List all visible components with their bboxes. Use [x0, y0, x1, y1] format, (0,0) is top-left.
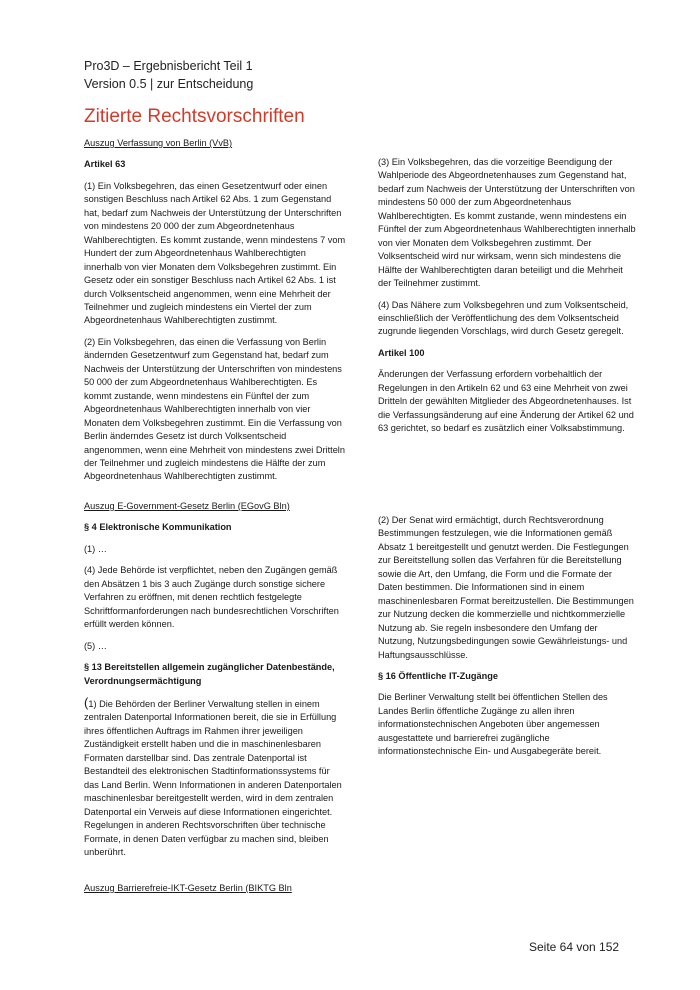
article-100-paragraph: Änderungen der Verfassung erfordern vorbehaltlich der Regelungen in den Artikeln 62 und 63 eine Mehrheit von zwei Dritteln der gewählten Mitglieder des Abgeordnetenhauses. Ist die Verfassungsänderung auf eine Änderung der Artikel 62 und 63 gerichtet, so bedarf es zusätzlich einer Volksabstimmung. — [378, 369, 634, 434]
source-egovg: Auszug E-Government-Gesetz Berlin (EGovG Bln) — [84, 501, 290, 511]
section-16-paragraph: Die Berliner Verwaltung stellt bei öffentlichen Stellen des Landes Berlin öffentliche Zugänge zu allen ihren informationstechnischen Angeboten über angemessen ausgestattete und barrierefrei zugängliche informationstechnische Ein- und Ausgabegeräte bereit. — [378, 692, 608, 757]
source-vvb: Auszug Verfassung von Berlin (VvB) — [84, 138, 233, 148]
article-63-paragraph-1: (1) Ein Volksbegehren, das einen Gesetzentwurf oder einen sonstigen Beschluss nach Artikel 62 Abs. 1 zum Gegenstand hat, bedarf zum Nachweis der Unterstützung der Unterschriften von mindestens 20 000 der zum Abgeordnetenhaus Wahlberechtigten. Es kommt zustande, wenn mindestens 7 vom Hundert der zum Abgeordnetenhaus Wahlberechtigten innerhalb von vier Monaten dem Volksbegehren zustimmt. Ein Gesetz oder ein sonstiger Beschluss nach Artikel 62 Abs. 1 ist durch Volksentscheid angenommen, wenn eine Mehrheit der Teilnehmer und zugleich mindestens ein Viertel der zum Abgeordnetenhaus Wahlberechtigten zustimmt. — [84, 180, 346, 326]
section-title: Zitierte Rechtsvorschriften — [84, 106, 305, 127]
section-4-paragraph-4: (4) Jede Behörde ist verpflichtet, neben den Zugängen gemäß den Absätzen 1 bis 3 auch Zugänge durch sonstige sichere Verfahren zu eröffnen, mit denen rechtlich festgelegte Schriftformanforderungen nach bundesrechtlichen Vorschriften erfüllt werden können. — [84, 565, 339, 630]
article-63-paragraph-3: (3) Ein Volksbegehren, das die vorzeitige Beendigung der Wahlperiode des Abgeordnetenhauses zum Gegenstand hat, bedarf zum Nachweis der Unterstützung der Unterschriften von mindestens 50 000 der zum Abgeordnetenhaus Wahlberechtigten. Es kommt zustande, wenn mindestens ein Fünftel der zum Abgeordnetenhaus Wahlberechtigten innerhalb von vier Monaten dem Volksbegehren zustimmt. Der Volksentscheid wird nur wirksam, wenn sich mindestens die Hälfte der Wahlberechtigten daran beteiligt und die Mehrheit der Teilnehmer zustimmt. — [378, 157, 636, 289]
article-63-paragraph-2: (2) Ein Volksbegehren, das einen die Verfassung von Berlin ändernden Gesetzentwurf zum Gegenstand hat, bedarf zum Nachweis der Unterstützung der Unterschriften von mindestens 50 000 der zum Abgeordnetenhaus Wahlberechtigten. Es kommt zustande, wenn mindestens ein Fünftel der zum Abgeordnetenhaus Wahlberechtigten innerhalb von vier Monaten dem Volksbegehren zustimmt. Ein die Verfassung von Berlin änderndes Gesetz ist durch Volksentscheid angenommen, wenn eine Mehrheit von mindestens zwei Dritteln der Teilnehmer und zugleich mindestens die Hälfte der zum Abgeordnetenhaus Wahlberechtigten zustimmt. — [84, 336, 345, 482]
page-number: Seite 64 von 152 — [529, 940, 620, 954]
left-column-egovg — [84, 500, 346, 867]
section-4-heading: § 4 Elektronische Kommunikation — [84, 522, 232, 533]
section-13-paragraph-1 — [84, 696, 346, 859]
left-column-vvb — [84, 137, 346, 492]
right-column-egovg — [378, 514, 636, 767]
header-title: Pro3D – Ergebnisbericht Teil 1 — [84, 59, 253, 73]
article-100-heading: Artikel 100 — [378, 347, 425, 358]
section-4-paragraph-1: (1) … — [84, 543, 107, 554]
source-biktg: Auszug Barrierefreie-IKT-Gesetz Berlin (BIKTG Bln — [84, 883, 292, 893]
section-13-open-paren: ( — [84, 694, 89, 710]
section-16-heading: § 16 Öffentliche IT-Zugänge — [378, 670, 498, 681]
section-13-heading: § 13 Bereitstellen allgemein zugänglicher Datenbestände, Verordnungsermächtigung — [84, 662, 335, 686]
section-13-paragraph-1-text: 1) Die Behörden der Berliner Verwaltung stellen in einem zentralen Datenportal Informationen bereit, die sie in Erfüllung ihres öffentlichen Auftrags im Rahmen ihrer jeweiligen Zuständigkeit erstellt haben und die in maschinenlesbaren Formaten darstellbar sind. Das zentrale Datenportal ist Bestandteil des elektronischen Stadtinformationssystems für das Land Berlin. Wenn Informationen in anderen Datenportalen maschinenlesbar bereitgestellt werden, wird in dem zentralen Datenportal ein Verweis auf diese Informationen eingerichtet. Regelungen in anderen Rechtsvorschriften über technische Formate, in denen Daten verfügbar zu machen sind, bleiben unberührt. — [84, 698, 342, 857]
article-63-paragraph-4: (4) Das Nähere zum Volksbegehren und zum Volksentscheid, einschließlich der Veröffentlichung des dem Volksentscheid zugrunde liegenden Vorschlags, wird durch Gesetz geregelt. — [378, 299, 629, 337]
article-63-heading: Artikel 63 — [84, 159, 126, 170]
header-version: Version 0.5 | zur Entscheidung — [84, 77, 254, 91]
section-4-paragraph-5: (5) … — [84, 640, 107, 651]
section-13-paragraph-2: (2) Der Senat wird ermächtigt, durch Rechtsverordnung Bestimmungen festzulegen, wie die Informationen gemäß Absatz 1 bereitgestellt und genutzt werden. Die Festlegungen zur Bereitstellung sollen das Verfahren für die Bereitstellung sowie die Art, den Umfang, die Form und die Formate der Daten bestimmen. Die Informationen sind in einem maschinenlesbaren Format bereitzustellen. Die Bestimmungen zur Nutzung decken die kommerzielle und nichtkommerzielle Nutzung ab. Sie regeln insbesondere den Umfang der Nutzung, Nutzungsbedingungen sowie Gewährleistungs- und Haftungsausschlüsse. — [378, 515, 634, 660]
right-column-vvb — [378, 156, 636, 444]
